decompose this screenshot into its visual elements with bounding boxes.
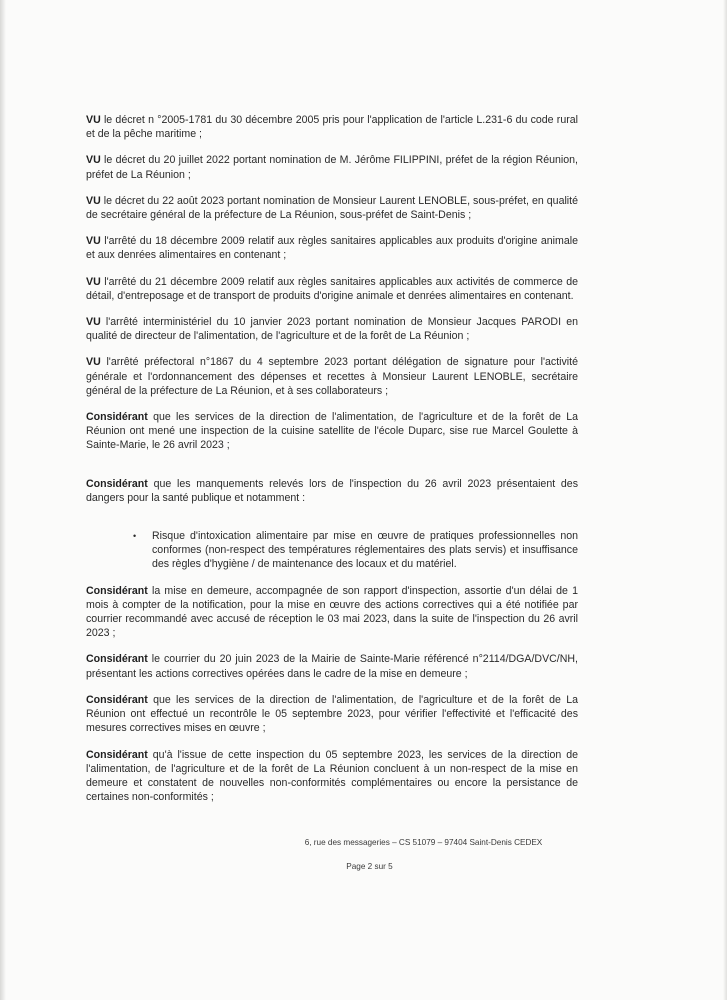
paragraph-keyword: VU <box>86 316 101 329</box>
paragraph-text: l'arrêté du 21 décembre 2009 relatif aux règles sanitaires applicables aux activités de commerce de détail, d'entreposage et de transport de produits d'origine animale et denrées alimentaires en contenant. <box>86 275 578 302</box>
vu-paragraph <box>86 315 578 343</box>
paragraph-keyword: Considérant <box>86 477 148 490</box>
bullet-text: Risque d'intoxication alimentaire par mise en œuvre de pratiques professionnelles non conformes (non-respect des températures réglementaires des plats servis) et insuffisance des règles d'hygiène / de maintenance des locaux et du matériel. <box>152 530 578 571</box>
paragraph-text: l'arrêté interministériel du 10 janvier 2023 portant nomination de Monsieur Jacques PARODI en qualité de directeur de l'alimentation, de l'agriculture et de la forêt de La Réunion ; <box>86 316 578 343</box>
paragraph-keyword: Considérant <box>86 584 148 597</box>
vu-paragraph <box>86 234 578 262</box>
scan-shadow-left <box>0 0 6 1000</box>
paragraph-keyword: VU <box>86 154 101 167</box>
document-body <box>86 113 578 804</box>
paragraph-keyword: VU <box>86 194 101 207</box>
considerant-paragraph <box>86 748 578 805</box>
paragraph-keyword: VU <box>86 275 101 288</box>
footer-address: 6, rue des messageries – CS 51079 – 97404 Saint-Denis CEDEX <box>304 838 543 847</box>
paragraph-text: qu'à l'issue de cette inspection du 05 septembre 2023, les services de la direction de l'alimentation, de l'agriculture et de la forêt de La Réunion concluent à un non-respect de la mise en demeure et constatent de nouvelles non-conformités complémentaires ou encore la persistance de certaines non-conformités ; <box>86 748 578 804</box>
paragraph-keyword: VU <box>86 114 101 126</box>
bullet-icon: • <box>133 531 137 542</box>
bullet-item <box>86 529 578 572</box>
paragraph-keyword: VU <box>86 235 101 248</box>
scan-shadow-right <box>723 0 727 1000</box>
vu-paragraph <box>86 153 578 181</box>
considerant-paragraph <box>86 693 578 736</box>
vu-paragraph <box>86 113 578 141</box>
paragraph-keyword: Considérant <box>86 693 148 706</box>
considerant-paragraph <box>86 410 578 453</box>
page-number: Page 2 sur 5 <box>346 862 393 871</box>
paragraph-text: le décret n °2005-1781 du 30 décembre 2005 pris pour l'application de l'article L.231-6 du code rural et de la pêche maritime ; <box>86 114 578 141</box>
vu-paragraph <box>86 275 578 303</box>
paragraph-text: la mise en demeure, accompagnée de son rapport d'inspection, assortie d'un délai de 1 mois à compter de la notification, pour la mise en œuvre des actions correctives qui a été notifiée par courrier recommandé avec accusé de réception le 03 mai 2023, dans la suite de l'inspection du 26 avril 2023 ; <box>86 584 578 640</box>
paragraph-text: l'arrêté du 18 décembre 2009 relatif aux règles sanitaires applicables aux produits d'origine animale et aux denrées alimentaires en contenant ; <box>86 235 578 262</box>
paragraph-keyword: Considérant <box>86 653 148 666</box>
paragraph-text: que les services de la direction de l'alimentation, de l'agriculture et de la forêt de La Réunion ont mené une inspection de la cuisine satellite de l'école Duparc, sise rue Marcel Goulette à Sainte-Marie, le 26 avril 2023 ; <box>86 411 578 452</box>
paragraph-text: que les manquements relevés lors de l'inspection du 26 avril 2023 présentaient des dangers pour la santé publique et notamment : <box>86 477 578 504</box>
considerant-paragraph <box>86 584 578 641</box>
paragraph-text: que les services de la direction de l'alimentation, de l'agriculture et de la forêt de La Réunion ont effectué un recontrôle le 05 septembre 2023, pour vérifier l'effectivité et l'efficacité des mesures correctives mises en œuvre ; <box>86 693 578 735</box>
considerant-paragraph <box>86 652 578 680</box>
paragraph-text: le courrier du 20 juin 2023 de la Mairie de Sainte-Marie référencé n°2114/DGA/DVC/NH, présentant les actions correctives opérées dans le cadre de la mise en demeure ; <box>86 653 578 680</box>
paragraph-text: le décret du 20 juillet 2022 portant nomination de M. Jérôme FILIPPINI, préfet de la région Réunion, préfet de La Réunion ; <box>86 154 578 181</box>
paragraph-keyword: Considérant <box>86 411 148 424</box>
paragraph-text: l'arrêté préfectoral n°1867 du 4 septembre 2023 portant délégation de signature pour l'activité générale et l'ordonnancement des dépenses et recettes à Monsieur Laurent LENOBLE, secrétaire général de la préfecture de La Réunion, et à ses collaborateurs ; <box>86 356 578 397</box>
paragraph-keyword: Considérant <box>86 748 148 761</box>
considerant-paragraph <box>86 477 578 505</box>
vu-paragraph <box>86 194 578 222</box>
paragraph-text: le décret du 22 août 2023 portant nomination de Monsieur Laurent LENOBLE, sous-préfet, en qualité de secrétaire général de la préfecture de La Réunion, sous-préfet de Saint-Denis ; <box>86 194 578 222</box>
paragraph-keyword: VU <box>86 356 101 369</box>
vu-paragraph <box>86 355 578 398</box>
